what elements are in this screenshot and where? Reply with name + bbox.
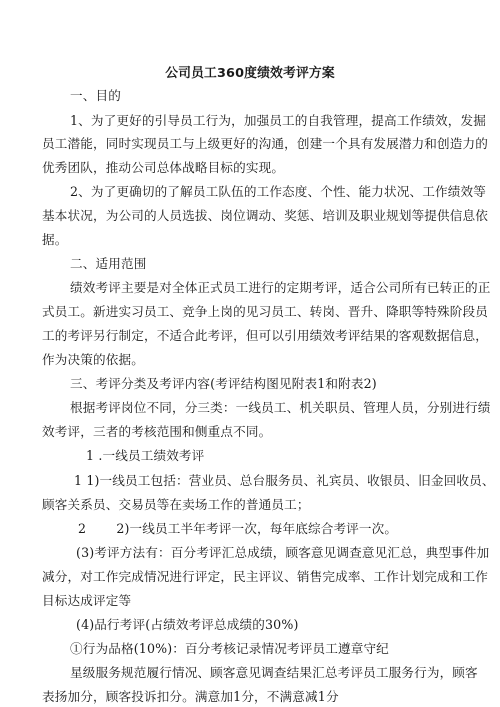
section-heading-purpose: 一、目的 (70, 88, 121, 103)
paragraph-line: 式员工。新进实习员工、竞争上岗的见习员工、转岗、晋升、降职等特殊阶段员 (42, 304, 489, 319)
paragraph-line: 员工潜能，同时实现员工与上级更好的沟通，创建一个具有发展潜力和创造力的 (42, 136, 489, 151)
paragraph-line: 根据考评岗位不同，分三类：一线员工、机关职员、管理人员，分别进行绩 (70, 400, 491, 415)
section-heading-categories: 三、考评分类及考评内容(考评结构图见附表1和附表2) (70, 376, 377, 391)
paragraph-line: 减分，对工作完成情况进行评定，民主评议、销售完成率、工作计划完成和工作 (42, 569, 489, 584)
paragraph-line: 1 1)一线员工包括：营业员、总台服务员、礼宾员、收银员、旧金回收员、 (74, 473, 495, 488)
paragraph-line: 表扬加分，顾客投诉扣分。满意加1分，不满意减1分 (42, 689, 339, 704)
paragraph-line: 基本状况，为公司的人员选拔、岗位调动、奖惩、培训及职业规划等提供信息依 (42, 208, 489, 223)
paragraph-line: 效考评，三者的考核范围和侧重点不同。 (42, 424, 272, 439)
subsection-heading: 1 .一线员工绩效考评 (86, 448, 205, 463)
paragraph-line: 目标达成评定等 (42, 593, 132, 608)
paragraph-line: (4)品行考评(占绩效考评总成绩的30%) (76, 617, 299, 632)
paragraph-line: ①行为品格(10%)：百分考核记录情况考评员工遵章守纪 (70, 641, 389, 656)
paragraph-line: 1、为了更好的引导员工行为，加强员工的自我管理，提高工作绩效，发掘 (70, 113, 486, 128)
paragraph-line: 据。 (42, 232, 68, 247)
paragraph-line: 顾客关系员、交易员等在卖场工作的普通员工； (42, 497, 310, 512)
document-title: 公司员工360度绩效考评方案 (165, 66, 335, 81)
paragraph-line: 星级服务规范履行情况、顾客意见调查结果汇总考评员工服务行为，顾客 (70, 665, 478, 680)
paragraph-line: 绩效考评主要是对全体正式员工进行的定期考评，适合公司所有已转正的正 (70, 280, 491, 295)
paragraph-line: 作为决策的依据。 (42, 352, 144, 367)
paragraph-line: 工的考评另行制定，不适合此考评，但可以引用绩效考评结果的客观数据信息， (42, 328, 489, 343)
section-heading-scope: 二、适用范围 (70, 256, 147, 271)
paragraph-line: (3)考评方法有：百分考评汇总成绩，顾客意见调查意见汇总，典型事件加 (76, 545, 490, 560)
paragraph-line: 2 2)一线员工半年考评一次，每年底综合考评一次。 (78, 521, 398, 536)
paragraph-line: 优秀团队，推动公司总体战略目标的实现。 (42, 160, 285, 175)
paragraph-line: 2、为了更确切的了解员工队伍的工作态度、个性、能力状况、工作绩效等 (70, 184, 486, 199)
